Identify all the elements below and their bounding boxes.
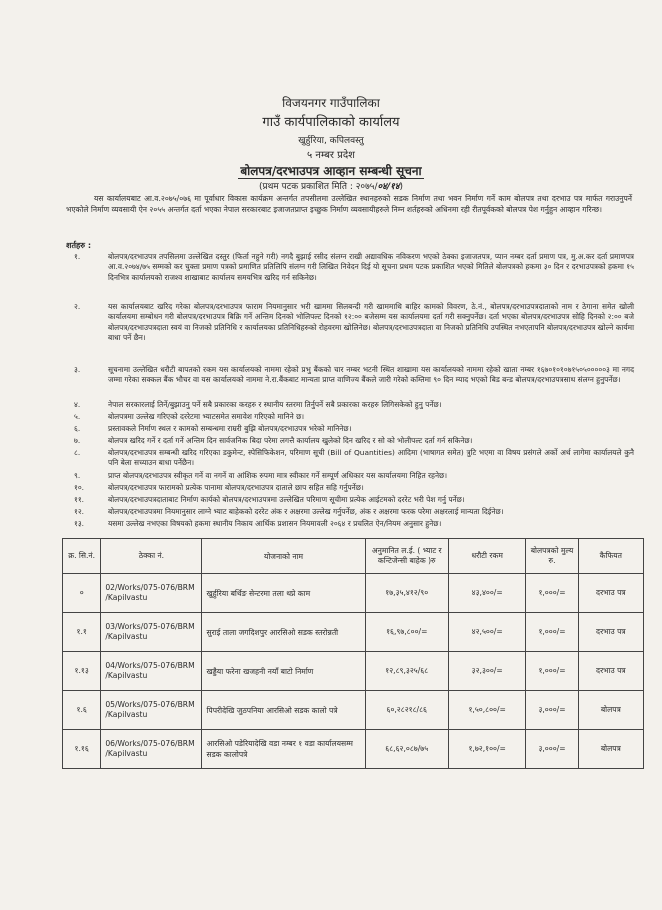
cell-estimated-cost: १६,९७,८००/= xyxy=(365,613,448,652)
table-row xyxy=(63,652,644,691)
cell-serial: १.६ xyxy=(63,691,101,730)
header-bid-fee: बोलपत्रको मुल्य रु. xyxy=(526,539,578,574)
office-name: विजयनगर गाउँपालिका xyxy=(282,96,380,110)
cell-bid-fee: १,०००/= xyxy=(526,574,578,613)
term-text: बोलपत्रमा उल्लेख गरिएको दररेटमा भ्याटसमेत समावेश गरिएको मानिने छ। xyxy=(108,412,305,421)
cell-tender-number: 06/Works/075-076/BRM /Kapilvastu xyxy=(101,730,202,769)
cell-serial: ० xyxy=(63,574,101,613)
term-number: ५. xyxy=(74,412,81,421)
term-number: ८. xyxy=(74,448,81,457)
cell-deposit: ४३,४००/= xyxy=(448,574,525,613)
term-text: प्रस्तावकले निर्माण स्थल र कामको सम्बन्धमा राम्ररी बुझि बोलपत्र/दरभाउपत्र भरेको मानिनेछ। xyxy=(108,424,352,433)
cell-deposit: १,५०,८००/= xyxy=(448,691,525,730)
office-address: खुर्हुरिया, कपिलवस्तु xyxy=(298,136,364,146)
table-row xyxy=(63,730,644,769)
term-number: २. xyxy=(74,302,81,311)
cell-project-name: खुर्हुरिया बर्थिङ सेन्टरमा तला थप्ने काम xyxy=(202,574,365,613)
term-number: १०. xyxy=(74,483,85,492)
term-number: ७. xyxy=(74,436,81,445)
notice-title-text: बोलपत्र/दरभाउपत्र आव्हान सम्बन्धी सूचना xyxy=(240,164,422,178)
cell-deposit: १,७२,१००/= xyxy=(448,730,525,769)
header-estimated-cost: अनुमानित ल.ई. ( भ्याट र कन्टिजेन्सी बाहेक )रु xyxy=(365,539,448,574)
province: ५ नम्बर प्रदेश xyxy=(307,150,355,161)
table-header-row xyxy=(63,539,644,574)
cell-remarks: बोलपत्र xyxy=(578,730,643,769)
header-remarks: कैफियत xyxy=(578,539,643,574)
cell-deposit: ४२,५००/= xyxy=(448,613,525,652)
cell-project-name: खड्डैया फरेना खजहनी नयाँ बाटो निर्माण xyxy=(202,652,365,691)
term-text: यसमा उल्लेख नभएका विषयको हकमा स्थानीय निकाय आर्थिक प्रशासन नियमावली २०६४ र प्रचलित ऐन/नियम अनुसार हुनेछ। xyxy=(108,519,442,528)
cell-serial: १.१६ xyxy=(63,730,101,769)
header-tender-number: ठेक्का नं. xyxy=(101,539,202,574)
publication-handwritten-date: ०४/१४ xyxy=(377,182,400,192)
office-title: गाउँ कार्यपालिकाको कार्यालय xyxy=(262,115,400,130)
term-number: ३. xyxy=(74,365,81,374)
bid-table xyxy=(62,538,644,769)
term-number: ११. xyxy=(74,495,85,504)
publication-prefix: (प्रथम पटक प्रकाशित मिति : २०७५/ xyxy=(258,182,378,192)
cell-estimated-cost: १२,८९,३२५/६८ xyxy=(365,652,448,691)
cell-bid-fee: १,०००/= xyxy=(526,652,578,691)
publication-date xyxy=(0,179,662,192)
terms-label: शर्तहरु : xyxy=(66,241,92,250)
term-text: नेपाल सरकारलाई तिर्ने/बुझाउनु पर्ने सबै प्रकारका करहरु र स्थानीय स्तरमा तिर्नुपर्ने सबै प्रकारका करहरु लिगिसकेको हुनु पर्नेछ। xyxy=(108,400,442,409)
term-number: १२. xyxy=(74,507,85,516)
cell-tender-number: 03/Works/075-076/BRM /Kapilvastu xyxy=(101,613,202,652)
term-text: बोलपत्र/दरभाउपत्रमा नियमानुसार लाग्ने भ्याट बाहेकको दररेट अंक र अक्षरमा उल्लेख गर्नुपर्नेछ, अंक र अक्षरमा फरक परेमा अक्षरलाई मान्यता दिईनेछ। xyxy=(108,507,504,516)
cell-tender-number: 05/Works/075-076/BRM /Kapilvastu xyxy=(101,691,202,730)
term-text: सूचनामा उल्लेखित धरौटी बापतको रकम यस कार्यालयको नाममा रहेको प्रभु बैंकको चार नम्बर भटनी स्थित शाखामा यस कार्यालयको नाममा रहेको खाता नम्बर १६७०१०१०७१५०५०००००३ मा नगद जम्मा गरेका सक्कल बैंक भौचर वा यस कार्यालयको नाममा ने.रा.बैंकबाट मान्यता प्राप्त वाणिज्य बैंकले जारी गरेको कम्तिमा ९० दिन म्याद भएको बिड बन्ड बोलपत्र/दरभाउपत्रसाथ संलग्न हुनुपर्नेछ। xyxy=(108,365,634,385)
table-row xyxy=(63,613,644,652)
term-text: बोलपत्र/दरभाउपत्र फारामको प्रत्येक पानामा बोलपत्र/दरभाउपत्र दाताले छाप सहित सहि गर्नुपर्नेछ। xyxy=(108,483,364,492)
table-row xyxy=(63,691,644,730)
term-number: ४. xyxy=(74,400,81,409)
intro-paragraph: यस कार्यालयबाट आ.व.२०७५/०७६ मा पूर्वाधार विकास कार्यक्रम अन्तर्गत तपसीलमा उल्लेखित स्थानहरुको सडक निर्माण तथा भवन निर्माण गर्ने काम बोलपत्र तथा दरभाउ पत्र मार्फत गराउनुपर्ने भएकोले निर्माण व्यवसायी ऐन २०५५ अन्तर्गत दर्ता भएका नेपाल सरकारबाट इजाजतप्राप्त इच्छुक निर्माण व्यवसायीहरुले निम्न शर्तहरुको अधिनमा रही रीतपूर्वकको बोलपत्र पेश गर्नुहुन आव्हान गरिन्छ। xyxy=(66,194,632,215)
cell-remarks: दरभाउ पत्र xyxy=(578,613,643,652)
cell-tender-number: 02/Works/075-076/BRM /Kapilvastu xyxy=(101,574,202,613)
notice-title xyxy=(0,162,662,179)
header-project-name: योजनाको नाम xyxy=(202,539,365,574)
cell-tender-number: 04/Works/075-076/BRM /Kapilvastu xyxy=(101,652,202,691)
cell-bid-fee: ३,०००/= xyxy=(526,691,578,730)
cell-serial: १.१३ xyxy=(63,652,101,691)
cell-bid-fee: ३,०००/= xyxy=(526,730,578,769)
header-deposit: धरौटी रकम xyxy=(448,539,525,574)
cell-project-name: सुराई ताला जगदिशपुर आरसिओ सडक स्तरोन्नती xyxy=(202,613,365,652)
term-text: प्राप्त बोलपत्र/दरभाउपत्र स्वीकृत गर्ने वा नगर्ने वा आंशिक रुपमा मात्र स्वीकार गर्ने सम्पूर्ण अधिकार यस कार्यालयमा निहित रहनेछ। xyxy=(108,471,448,480)
cell-project-name: पिपरीदेखि जुठपनिया आरसिओ सडक कालो पत्रे xyxy=(202,691,365,730)
cell-serial: १.१ xyxy=(63,613,101,652)
cell-bid-fee: १,०००/= xyxy=(526,613,578,652)
term-number: ६. xyxy=(74,424,81,433)
publication-suffix: ) xyxy=(399,182,404,192)
cell-deposit: ३२,३००/= xyxy=(448,652,525,691)
term-text: बोलपत्र खरिद गर्ने र दर्ता गर्ने अन्तिम दिन सार्वजनिक बिदा परेमा लगत्तै कार्यालय खुलेको दिन खरिद र सो को भोलीपल्ट दर्ता गर्न सकिनेछ। xyxy=(108,436,473,445)
cell-estimated-cost: ६८,६२,०८७/७५ xyxy=(365,730,448,769)
term-number: ९. xyxy=(74,471,81,480)
header-serial: क्र. सि.नं. xyxy=(63,539,101,574)
cell-project-name: आरसिओ पडेरियादेखि वडा नम्बर १ वडा कार्यालयसम्म सडक कालोपत्रे xyxy=(202,730,365,769)
table-row xyxy=(63,574,644,613)
cell-estimated-cost: १७,३५,४१२/९० xyxy=(365,574,448,613)
cell-remarks: दरभाउ पत्र xyxy=(578,574,643,613)
term-text: बोलपत्र/दरभाउपत्रदाताबाट निर्माण कार्यको बोलपत्र/दरभाउपत्रमा उल्लेखित परिमाण सूचीमा प्रत्येक आईटमको दररेट भरी पेश गर्नु पर्नेछ। xyxy=(108,495,465,504)
term-text: यस कार्यालयबाट खरिद गरेका बोलपत्र/दरभाउपत्र फाराम नियमानुसार भरी खाममा सिलबन्दी गरी खाममाथि बाहिर कामको विवरण, ठे.नं., बोलपत्र/दरभाउपत्रदाताको नाम र ठेगाना समेत खोली कार्यालयमा सम्बोधन गरी बोलपत्र/दरभाउपत्र बिक्रि गर्ने अन्तिम दिनको भोलिपल्ट दिनको १२:०० बजेसम्म यस कार्यालयमा दर्ता गरी सक्नुपर्नेछ। दर्ता भएका बोलपत्र/दरभाउपत्र सोहि दिनको २:०० बजे बोलपत्र/दरभाउपत्रदाता स्वयं वा निजको प्रतिनिधि र कार्यालयका प्रतिनिधिहरुको रोहवरमा खोलिनेछ। बोलपत्र/दरभाउपत्रदाता वा निजको प्रतिनिधि उपस्थित नभएतापनि बोलपत्र/दरभाउपत्र खोल्ने कार्यमा बाधा पर्ने छैन। xyxy=(108,302,634,343)
term-number: १. xyxy=(74,252,81,261)
cell-estimated-cost: ६०,२८२१८/८६ xyxy=(365,691,448,730)
cell-remarks: दरभाउ पत्र xyxy=(578,652,643,691)
term-text: बोलपत्र/दरभाउपत्र तपसिलमा उल्लेखित दस्तुर (फिर्ता नहुने गरी) नगदै बुझाई रसीद संलग्न राखी अद्यावधिक नविकरण भएको ठेक्का इजाजतपत्र, प्यान नम्बर दर्ता प्रमाण पत्र, मु.अ.कर दर्ता प्रमाणपत्र आ.व.२०७४/७५ सम्मको कर चुक्ता प्रमाण पत्रको प्रमाणित प्रतिलिपि संलग्न गरी लिखित निवेदन दिई यो सूचना प्रथम पटक प्रकाशित भएको मितिले बोलपत्रको हकमा ३० दिन र दरभाउपत्रको हकमा १५ दिनभित्र कार्यालयको राजश्व शाखाबाट कार्यालय समयभित्र खरिद गर्न सकिनेछ। xyxy=(108,252,634,282)
term-number: १३. xyxy=(74,519,85,528)
cell-remarks: बोलपत्र xyxy=(578,691,643,730)
term-text: बोलपत्र/दरभाउपत्र सम्बन्धी खरिद गरिएका डकुमेन्ट, स्पेसिफिकेशन, परिमाण सूची (Bill of Quantities) आदिमा (भाषागत समेत) त्रुटि भएमा वा विषय प्रसंगले अर्को अर्थ लागेमा कार्यालयले कुनै पनि बेला सच्याउन बाधा पर्नेछैन। xyxy=(108,448,634,468)
